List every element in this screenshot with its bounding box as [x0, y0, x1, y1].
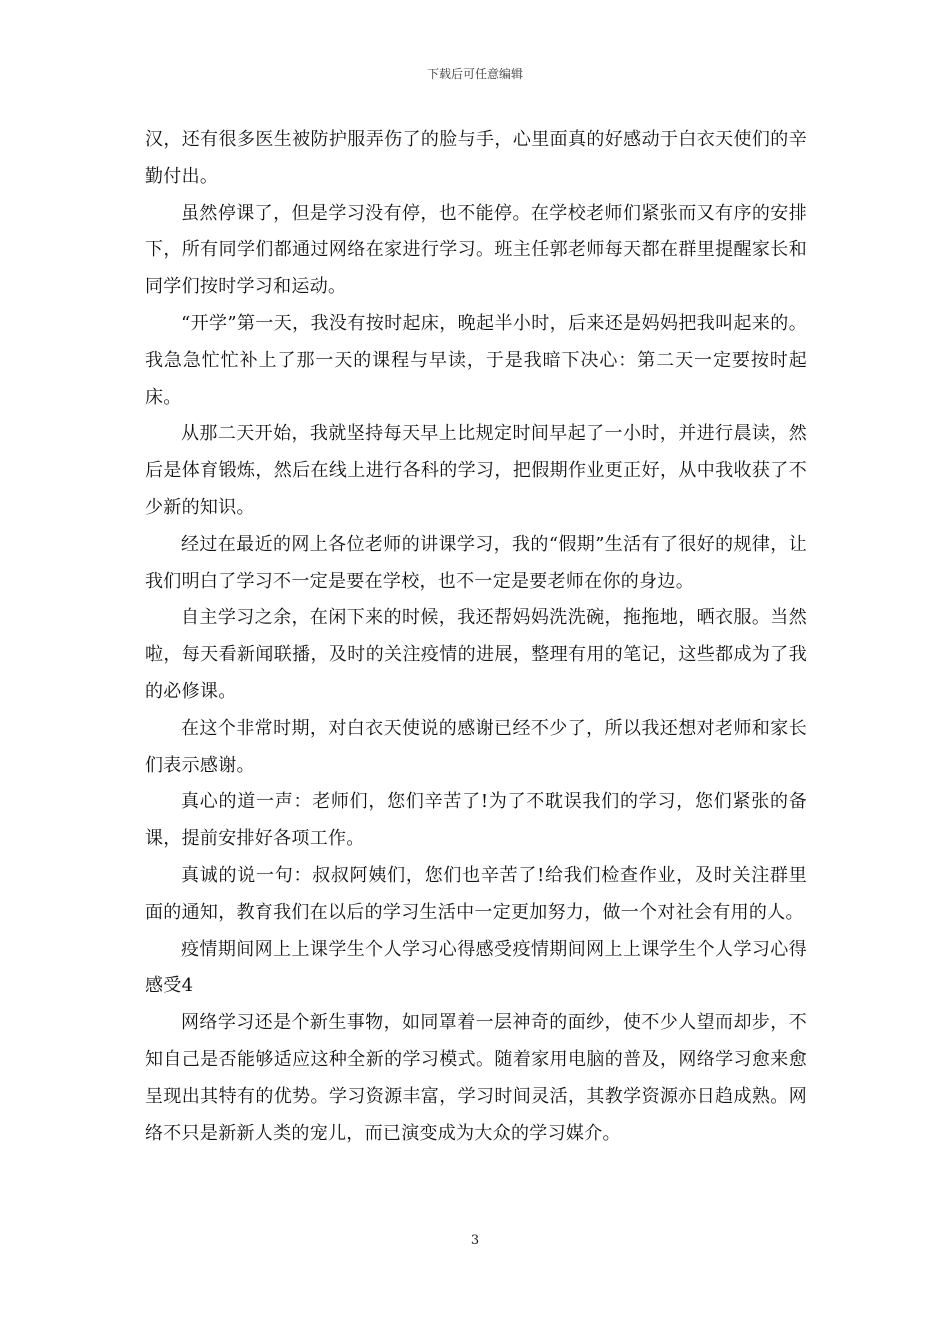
page-number: 3	[470, 1233, 480, 1248]
section-title: 疫情期间网上上课学生个人学习心得感受疫情期间网上上课学生个人学习心得感受4	[145, 938, 807, 997]
paragraph-continuation: 汉，还有很多医生被防护服弄伤了的脸与手，心里面真的好感动于白衣天使们的辛勤付出。	[145, 129, 807, 187]
paragraph: 真心的道一声：老师们，您们辛苦了!为了不耽误我们的学习，您们紧张的备课，提前安排好各项工作。	[145, 791, 807, 850]
paragraph: 网络学习还是个新生事物，如同罩着一层神奇的面纱，使不少人望而却步，不知自己是否能够适应这种全新的学习模式。随着家用电脑的普及，网络学习愈来愈呈现出其特有的优势。学习资源丰富，学习时间灵活，其教学资源亦日趋成熟。网络不只是新新人类的宠儿，而已演变成为大众的学习媒介。	[145, 1012, 807, 1144]
paragraph: 真诚的说一句：叔叔阿姨们，您们也辛苦了!给我们检查作业，及时关注群里面的通知，教育我们在以后的学习生活中一定更加努力，做一个对社会有用的人。	[145, 864, 807, 923]
paragraph: 从那二天开始，我就坚持每天早上比规定时间早起了一小时，并进行晨读，然后是体育锻炼，然后在线上进行各科的学习，把假期作业更正好，从中我收获了不少新的知识。	[145, 423, 807, 518]
paragraph: 经过在最近的网上各位老师的讲课学习，我的“假期”生活有了很好的规律，让我们明白了学习不一定是要在学校，也不一定是要老师在你的身边。	[145, 533, 807, 592]
page-header: 下载后可任意编辑	[426, 67, 523, 81]
paragraph: 虽然停课了，但是学习没有停，也不能停。在学校老师们紧张而又有序的安排下，所有同学们都通过网络在家进行学习。班主任郭老师每天都在群里提醒家长和同学们按时学习和运动。	[145, 202, 807, 298]
paragraph: 在这个非常时期，对白衣天使说的感谢已经不少了，所以我还想对老师和家长们表示感谢。	[145, 717, 807, 776]
document-body	[145, 122, 807, 1152]
paragraph: “开学”第一天，我没有按时起床，晚起半小时，后来还是妈妈把我叫起来的。我急急忙忙补上了那一天的课程与早读，于是我暗下决心：第二天一定要按时起床。	[145, 312, 807, 408]
paragraph: 自主学习之余，在闲下来的时候，我还帮妈妈洗洗碗，拖拖地，晒衣服。当然啦，每天看新闻联播，及时的关注疫情的进展，整理有用的笔记，这些都成为了我的必修课。	[145, 607, 807, 702]
